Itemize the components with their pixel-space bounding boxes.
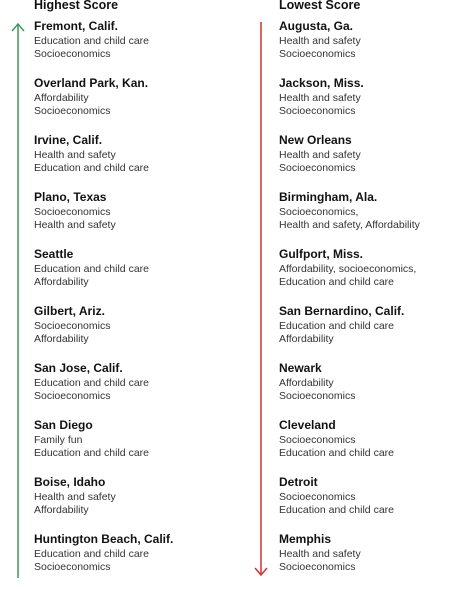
category-label: Socioeconomics — [279, 434, 356, 446]
category-label: Health and safety, Affordability — [279, 219, 420, 231]
lowest-score-column — [279, 0, 449, 589]
city-name: Overland Park, Kan. — [34, 76, 149, 90]
city-name: Fremont, Calif. — [34, 19, 119, 33]
city-name: Huntington Beach, Calif. — [34, 532, 174, 546]
city-name: Irvine, Calif. — [34, 133, 103, 147]
list-item — [34, 304, 234, 361]
category-label: Socioeconomics — [279, 390, 356, 402]
list-item — [279, 475, 449, 532]
category-label: Socioeconomics — [34, 390, 111, 402]
list-item — [279, 19, 449, 76]
category-label: Education and child care — [34, 377, 149, 389]
list-item — [34, 532, 234, 589]
category-label: Health and safety — [34, 491, 116, 503]
lowest-score-list — [279, 19, 449, 589]
category-label: Education and child care — [279, 447, 394, 459]
category-label: Socioeconomics, — [279, 206, 359, 218]
category-label: Socioeconomics — [279, 48, 356, 60]
category-label: Socioeconomics — [34, 105, 111, 117]
category-label: Socioeconomics — [279, 561, 356, 573]
list-item — [279, 361, 449, 418]
list-item — [34, 361, 234, 418]
city-name: Gulfport, Miss. — [279, 247, 363, 261]
city-name: San Jose, Calif. — [34, 361, 123, 375]
category-label: Education and child care — [34, 162, 149, 174]
list-item — [279, 532, 449, 589]
category-label: Education and child care — [279, 276, 394, 288]
city-name: Birmingham, Ala. — [279, 190, 378, 204]
category-label: Affordability, socioeconomics, — [279, 263, 417, 275]
category-label: Health and safety — [34, 219, 116, 231]
city-name: San Diego — [34, 418, 93, 432]
category-label: Affordability — [279, 333, 334, 345]
category-label: Affordability — [34, 504, 89, 516]
category-label: Education and child care — [34, 35, 149, 47]
category-label: Health and safety — [279, 92, 361, 104]
highest-score-column — [34, 0, 234, 589]
list-item — [279, 247, 449, 304]
category-label: Socioeconomics — [34, 48, 111, 60]
category-label: Socioeconomics — [279, 162, 356, 174]
category-label: Affordability — [279, 377, 334, 389]
city-name: Plano, Texas — [34, 190, 107, 204]
city-name: Gilbert, Ariz. — [34, 304, 105, 318]
highest-score-list — [34, 19, 234, 589]
category-label: Education and child care — [34, 548, 149, 560]
city-name: Newark — [279, 361, 322, 375]
list-item — [279, 304, 449, 361]
category-label: Education and child care — [34, 263, 149, 275]
category-label: Health and safety — [34, 149, 116, 161]
category-label: Socioeconomics — [34, 206, 111, 218]
category-label: Socioeconomics — [279, 491, 356, 503]
category-label: Health and safety — [279, 548, 361, 560]
city-name: Augusta, Ga. — [279, 19, 354, 33]
list-item — [279, 76, 449, 133]
category-label: Socioeconomics — [34, 320, 111, 332]
category-label: Family fun — [34, 434, 83, 446]
list-item — [279, 133, 449, 190]
city-name: Seattle — [34, 247, 74, 261]
list-item — [34, 19, 234, 76]
list-item — [279, 190, 449, 247]
list-item — [34, 190, 234, 247]
city-name: Memphis — [279, 532, 332, 546]
city-name: Detroit — [279, 475, 318, 489]
city-name: San Bernardino, Calif. — [279, 304, 405, 318]
category-label: Health and safety — [279, 35, 361, 47]
city-name: Boise, Idaho — [34, 475, 106, 489]
category-label: Socioeconomics — [279, 105, 356, 117]
category-label: Education and child care — [279, 504, 394, 516]
category-label: Socioeconomics — [34, 561, 111, 573]
category-label: Education and child care — [34, 447, 149, 459]
city-name: New Orleans — [279, 133, 352, 147]
lowest-score-heading: Lowest Score — [279, 0, 361, 12]
list-item — [34, 133, 234, 190]
category-label: Affordability — [34, 333, 89, 345]
list-item — [34, 418, 234, 475]
category-label: Education and child care — [279, 320, 394, 332]
city-name: Jackson, Miss. — [279, 76, 364, 90]
down-arrow-icon — [254, 22, 268, 578]
category-label: Affordability — [34, 276, 89, 288]
list-item — [34, 475, 234, 532]
category-label: Affordability — [34, 92, 89, 104]
list-item — [34, 76, 234, 133]
category-label: Health and safety — [279, 149, 361, 161]
highest-score-heading: Highest Score — [34, 0, 119, 12]
list-item — [34, 247, 234, 304]
city-name: Cleveland — [279, 418, 336, 432]
list-item — [279, 418, 449, 475]
up-arrow-icon — [11, 22, 25, 578]
